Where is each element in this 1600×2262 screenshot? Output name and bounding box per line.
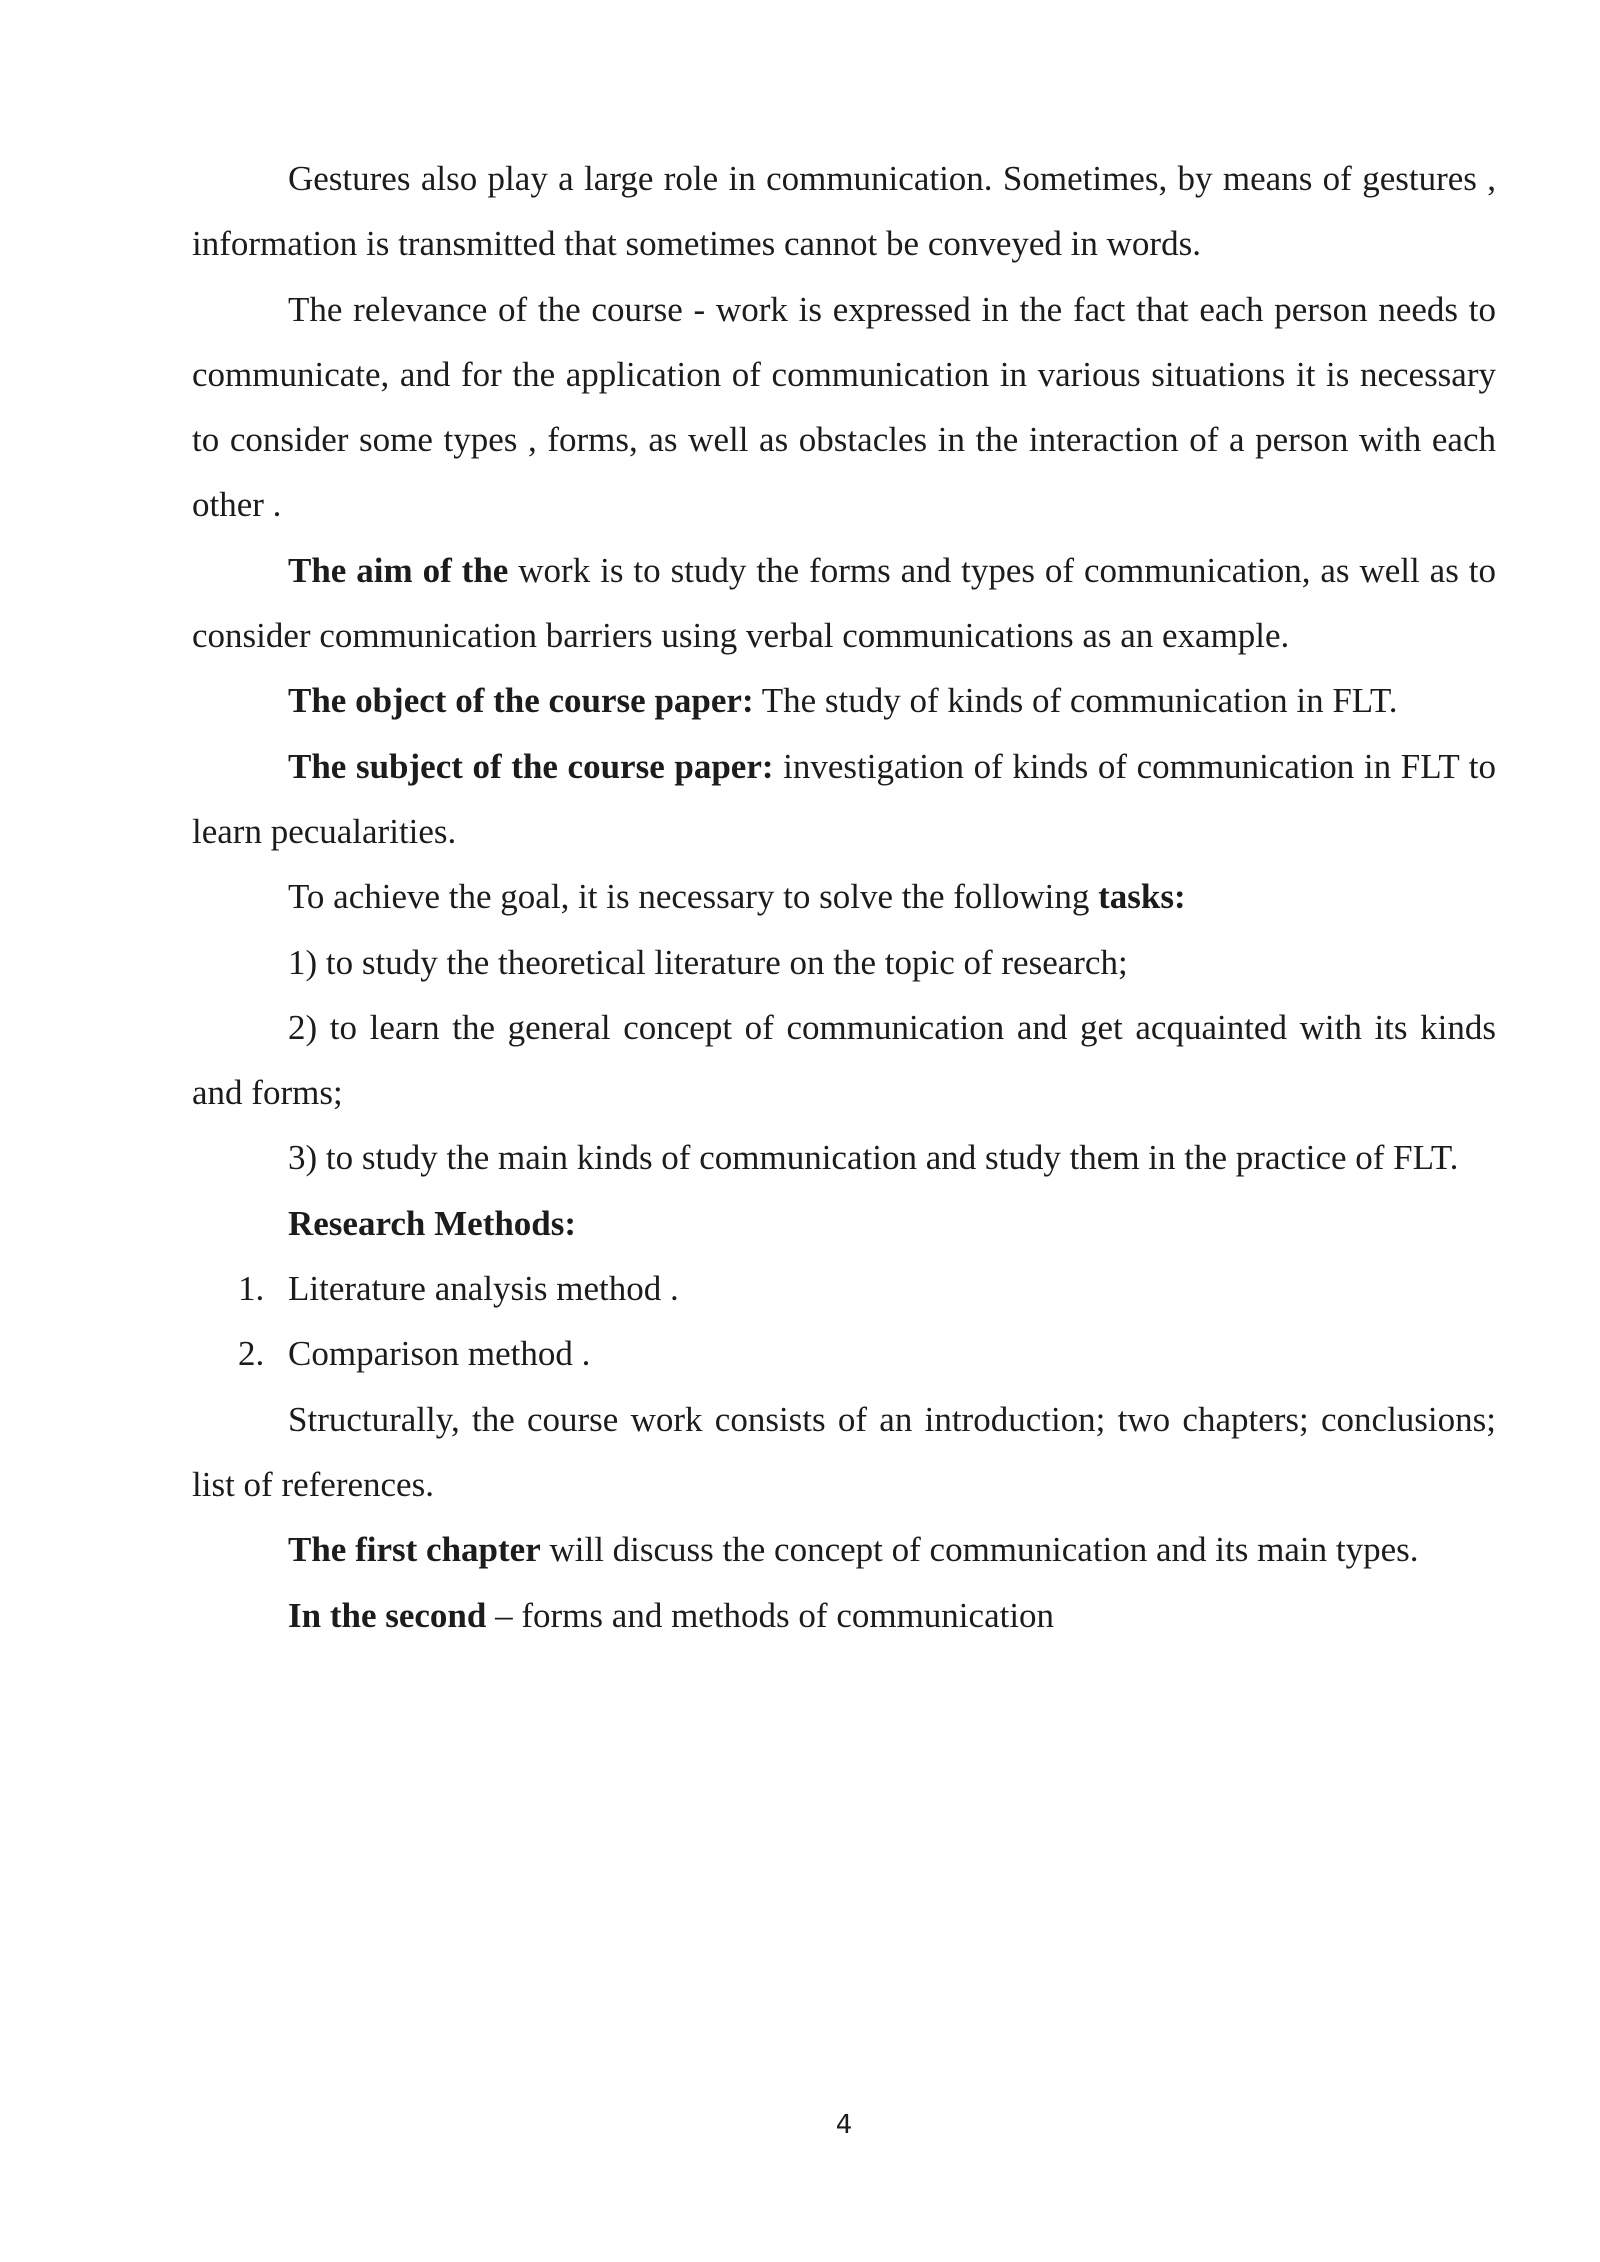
object-text: The study of kinds of communication in FLT.: [753, 681, 1398, 721]
paragraph-relevance: The relevance of the course - work is expressed in the fact that each person needs to communicate, and for the application of communication in various situations it is necessary to consider some types , forms, as well as obstacles in the interaction of a person with each other .: [192, 289, 1496, 525]
aim-label: The aim of the: [288, 550, 509, 590]
methods-heading-text: Research Methods:: [288, 1203, 577, 1243]
document-page: [192, 146, 1496, 1648]
list-item-number: 2.: [238, 1334, 265, 1374]
list-item: [192, 1256, 1496, 1321]
page-number: 4: [835, 2110, 853, 2140]
task-item-1: 1) to study the theoretical literature on the topic of research;: [288, 942, 1128, 982]
object-label: The object of the course paper:: [288, 681, 754, 721]
list-item-text: Comparison method .: [288, 1334, 591, 1374]
paragraph-second-chapter: [192, 1583, 1496, 1648]
first-chapter-label: The first chapter: [288, 1530, 541, 1570]
second-chapter-label: In the second: [288, 1595, 487, 1635]
paragraph-object: [192, 668, 1496, 733]
aim-text: work is to study the forms and types of communication, as well as to consider communication barriers using verbal communications as an example.: [192, 550, 1496, 656]
paragraph-subject: [192, 734, 1496, 865]
tasks-intro-text: To achieve the goal, it is necessary to solve the following: [288, 877, 1099, 917]
methods-heading: [192, 1191, 1496, 1256]
subject-text: investigation of kinds of communication in FLT to learn pecualarities.: [192, 746, 1496, 851]
subject-label: The subject of the course paper:: [288, 746, 774, 786]
list-item: [192, 1321, 1496, 1386]
paragraph-first-chapter: [192, 1517, 1496, 1582]
paragraph-tasks-intro: [192, 864, 1496, 929]
paragraph-gestures: Gestures also play a large role in communication. Sometimes, by means of gestures , information is transmitted that sometimes cannot be conveyed in words.: [192, 159, 1496, 264]
methods-list: [192, 1256, 1496, 1387]
list-item-text: Literature analysis method .: [288, 1269, 679, 1309]
second-chapter-text: – forms and methods of communication: [486, 1595, 1055, 1635]
task-item-2: 2) to learn the general concept of communication and get acquainted with its kinds and forms;: [192, 1007, 1496, 1113]
list-item-number: 1.: [238, 1269, 265, 1309]
task-item-3: 3) to study the main kinds of communication and study them in the practice of FLT.: [288, 1138, 1459, 1178]
tasks-label: tasks:: [1098, 877, 1186, 917]
first-chapter-text: will discuss the concept of communication and its main types.: [540, 1530, 1419, 1570]
paragraph-structure: Structurally, the course work consists of an introduction; two chapters; conclusions; list of references.: [192, 1399, 1496, 1504]
paragraph-aim: [192, 538, 1496, 669]
